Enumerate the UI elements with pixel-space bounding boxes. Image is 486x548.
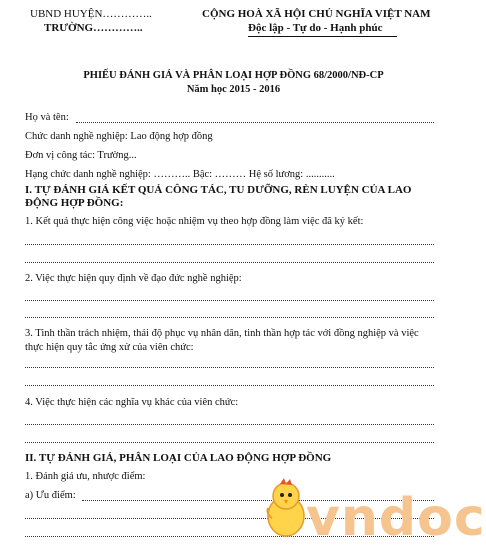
answer-line[interactable] bbox=[25, 424, 434, 425]
answer-line[interactable] bbox=[25, 317, 434, 318]
question-3: 3. Tinh thần trách nhiệm, thái độ phục vụ nhân dân, tinh thần hợp tác với đồng nghiệp và việc bbox=[25, 328, 419, 339]
question-1: 1. Kết quả thực hiện công việc hoặc nhiệm vụ theo hợp đồng làm việc đã ký kết: bbox=[25, 216, 364, 227]
answer-line[interactable] bbox=[25, 262, 434, 263]
question-3-cont: thực hiện quy tắc ứng xử của viên chức: bbox=[25, 342, 194, 353]
section1-title: I. TỰ ĐÁNH GIÁ KẾT QUẢ CÔNG TÁC, TU DƯỠNG, RÈN LUYỆN CỦA LAO bbox=[25, 184, 412, 196]
answer-line[interactable] bbox=[25, 300, 434, 301]
unit-field-label: Đơn vị công tác: Trường... bbox=[25, 150, 137, 161]
chick-mascot-icon bbox=[262, 478, 310, 538]
question-4: 4. Việc thực hiện các nghĩa vụ khác của viên chức: bbox=[25, 397, 239, 408]
form-title: PHIẾU ĐÁNH GIÁ VÀ PHÂN LOẠI HỢP ĐỒNG 68/2000/NĐ-CP bbox=[83, 70, 384, 81]
school-label: TRƯỜNG………….. bbox=[44, 22, 143, 34]
answer-line[interactable] bbox=[25, 367, 434, 368]
district-label: UBND HUYỆN………….. bbox=[30, 8, 152, 20]
strengths-label: a) Ưu điểm: bbox=[25, 490, 76, 501]
answer-line[interactable] bbox=[25, 442, 434, 443]
motto-underline bbox=[248, 36, 397, 37]
name-field-line[interactable] bbox=[76, 122, 434, 123]
rank-field: Hạng chức danh nghề nghiệp: ……….. Bậc: ……… Hệ số lương: ........... bbox=[25, 169, 335, 180]
section2-title: II. TỰ ĐÁNH GIÁ, PHÂN LOẠI CỦA LAO ĐỘNG HỢP ĐỒNG bbox=[25, 452, 332, 464]
answer-line[interactable] bbox=[25, 244, 434, 245]
section2-question-1: 1. Đánh giá ưu, nhược điểm: bbox=[25, 471, 146, 482]
vndoc-watermark: vndoc bbox=[306, 488, 486, 548]
name-field-label: Họ và tên: bbox=[25, 112, 69, 123]
national-title: CỘNG HOÀ XÃ HỘI CHỦ NGHĨA VIỆT NAM bbox=[202, 8, 431, 20]
answer-line[interactable] bbox=[25, 385, 434, 386]
national-motto: Độc lập - Tự do - Hạnh phúc bbox=[248, 22, 383, 34]
school-year: Năm học 2015 - 2016 bbox=[186, 84, 281, 95]
section1-title-cont: ĐỘNG HỢP ĐỒNG: bbox=[25, 197, 124, 209]
question-2: 2. Việc thực hiện quy định về đạo đức nghề nghiệp: bbox=[25, 273, 242, 284]
job-title-field: Chức danh nghề nghiệp: Lao động hợp đồng bbox=[25, 131, 213, 142]
